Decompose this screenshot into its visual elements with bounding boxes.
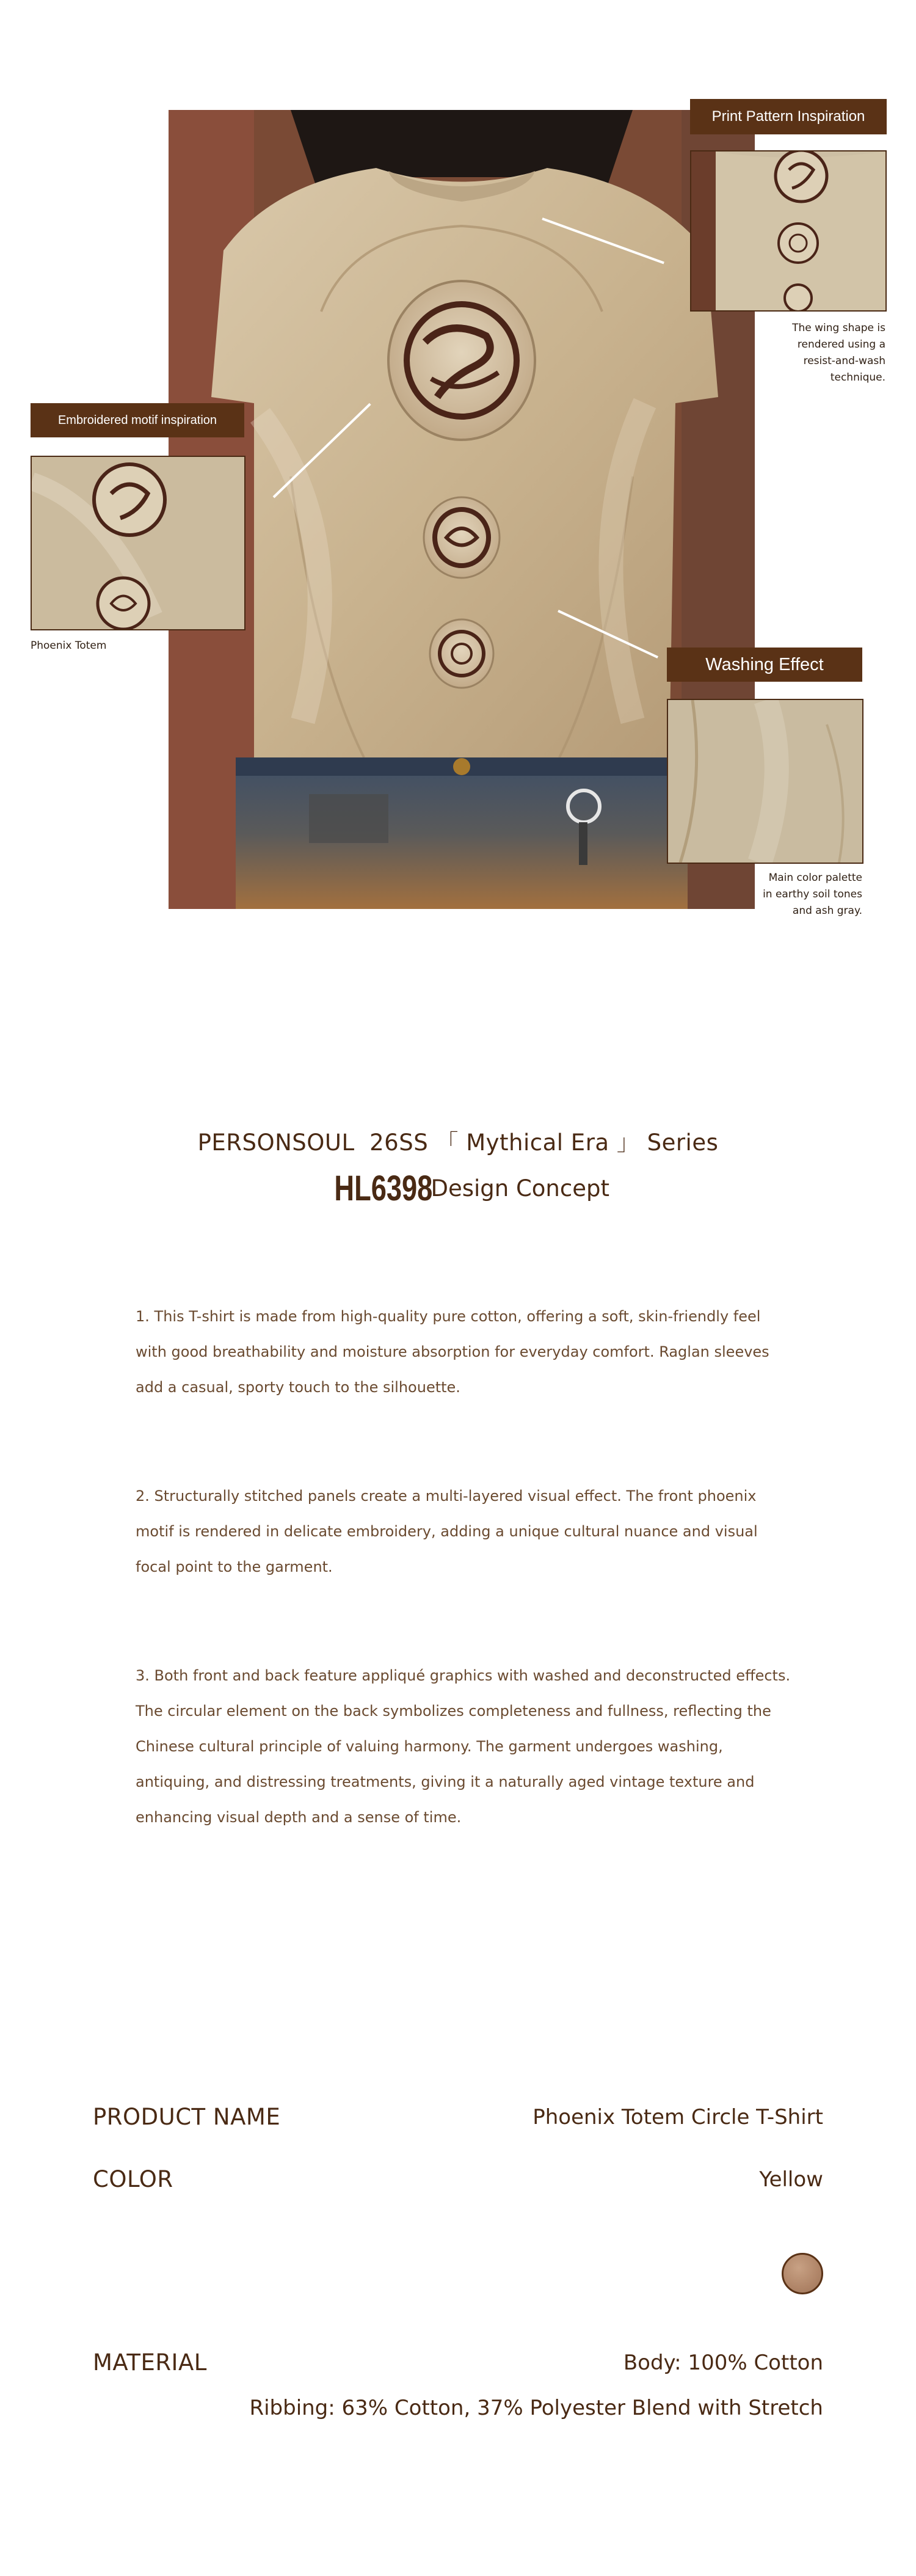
concept-paragraph-3: 3. Both front and back feature appliqué graphics with washed and deconstructed effects. The circular element on the back symbolizes completeness and fullness, reflecting the Chinese cultural principle of valuing harmony. The garment undergoes washing, antiquing, and distressing treatments, giving it a naturally aged vintage texture and enhancing visual depth and a sense of time.	[136, 1667, 791, 1826]
concept-paragraph-1: 1. This T-shirt is made from high-quality pure cotton, offering a soft, skin-friendly feel with good breathability and moisture absorption for everyday comfort. Raglan sleeves add a casual, sporty touch to the silhouette.	[136, 1308, 769, 1396]
print-pattern-thumbnail	[690, 150, 887, 312]
washing-effect-caption	[702, 870, 862, 919]
caption-line: rendered using a	[797, 338, 885, 351]
washing-effect-tag: Washing Effect	[667, 648, 862, 682]
caption-line: resist-and-wash	[803, 355, 885, 367]
material-label: MATERIAL	[93, 2349, 207, 2376]
embroidered-motif-thumbnail	[31, 456, 245, 630]
embroidered-motif-tag: Embroidered motif inspiration	[31, 403, 244, 437]
material-ribbing-value: Ribbing: 63% Cotton, 37% Polyester Blend with Stretch	[249, 2396, 823, 2420]
embroidered-motif-caption: Phoenix Totem	[31, 640, 107, 652]
design-concept-label: Design Concept	[431, 1175, 609, 1202]
caption-line: The wing shape is	[792, 322, 885, 334]
style-code: HL6398	[334, 1169, 433, 1208]
print-pattern-caption	[721, 320, 885, 386]
caption-line: technique.	[830, 371, 885, 384]
caption-line: in earthy soil tones	[763, 888, 862, 900]
washing-effect-thumbnail	[667, 699, 863, 864]
color-value: Yellow	[759, 2167, 823, 2192]
product-name-value: Phoenix Totem Circle T-Shirt	[533, 2105, 823, 2129]
caption-line: and ash gray.	[792, 905, 862, 917]
caption-line: Main color palette	[768, 872, 862, 884]
color-swatch	[782, 2253, 823, 2294]
material-body-value: Body: 100% Cotton	[623, 2351, 823, 2375]
print-pattern-tag: Print Pattern Inspiration	[690, 99, 887, 134]
series-title: PERSONSOUL 26SS 「 Mythical Era 」 Series	[197, 1129, 719, 1156]
design-concept-heading	[0, 1168, 916, 1209]
color-label: COLOR	[93, 2166, 173, 2192]
product-name-label: PRODUCT NAME	[93, 2104, 281, 2130]
concept-paragraph-2: 2. Structurally stitched panels create a multi-layered visual effect. The front phoenix motif is rendered in delicate embroidery, adding a unique cultural nuance and visual focal point to the garment.	[136, 1487, 758, 1575]
